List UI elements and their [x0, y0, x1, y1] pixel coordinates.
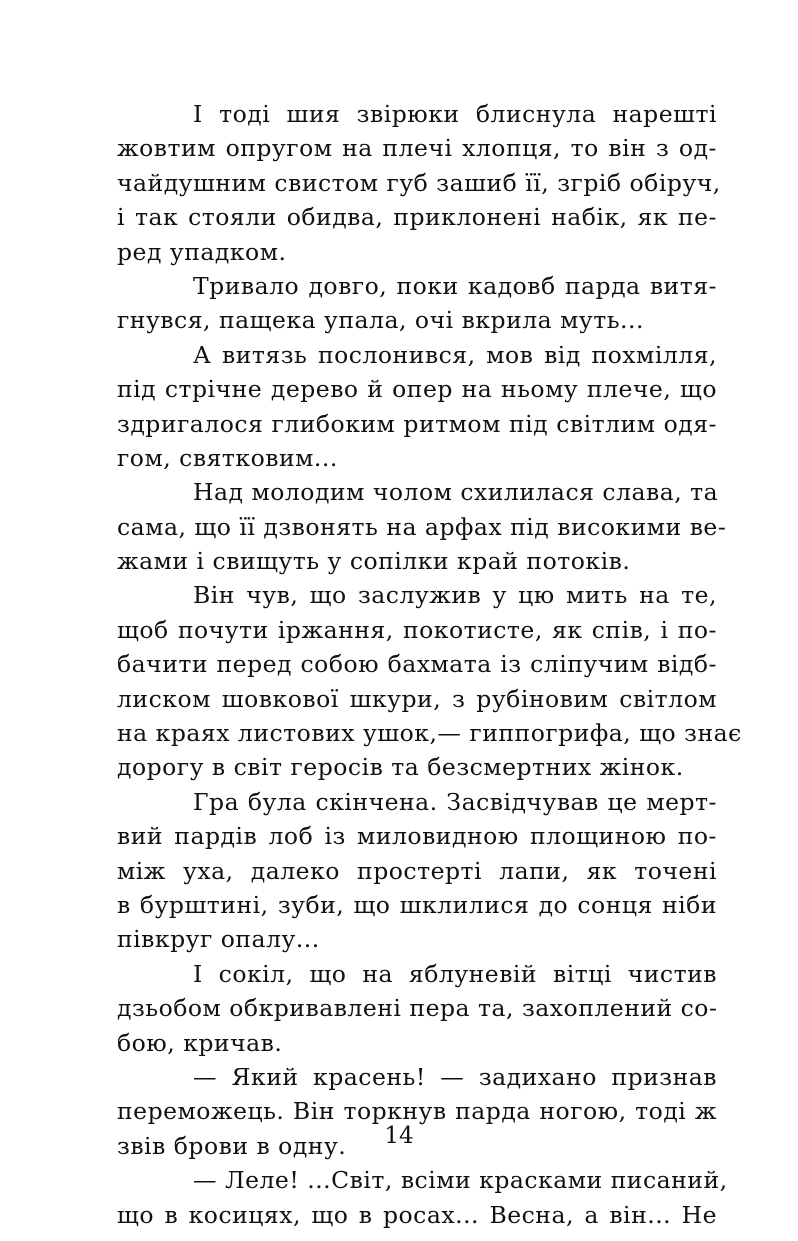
- text-line: бачити перед собою бахмата із сліпучим відб-: [117, 650, 717, 679]
- text-line: Він чув, що заслужив у цю мить на те,: [193, 581, 717, 610]
- text-line: Над молодим чолом схилилася слава, та: [193, 478, 719, 507]
- paragraph: [117, 338, 717, 476]
- text-line: щоб почути іржання, покотисте, як спів, і по-: [117, 615, 717, 644]
- text-line: А витязь послонився, мов від похмілля,: [193, 340, 717, 369]
- text-line: Гра була скінчена. Засвідчував це мерт-: [193, 787, 717, 816]
- text-line: гнувся, пащека упала, очі вкрила муть...: [117, 306, 644, 335]
- text-line: лиском шовкової шкури, з рубіновим світлом: [117, 684, 717, 713]
- text-line: сама, що її дзвонять на арфах під високими ве-: [117, 512, 727, 541]
- paragraph: [117, 785, 717, 957]
- text-line: гом, святковим...: [117, 443, 338, 472]
- text-line: що в косицях, що в росах... Весна, а він... Не: [117, 1200, 717, 1229]
- text-line: бою, кричав.: [117, 1028, 283, 1057]
- text-line: І сокіл, що на яблуневій вітці чистив: [193, 959, 717, 988]
- body-text: [117, 97, 742, 1232]
- text-line: — Який красень! — задихано признав: [193, 1062, 717, 1091]
- text-line: півкруг опалу...: [117, 925, 320, 954]
- paragraph: [117, 269, 717, 338]
- text-line: звів брови в одну.: [117, 1131, 347, 1160]
- text-line: переможець. Він торкнув парда ногою, тоді ж: [117, 1097, 717, 1126]
- text-line: жами і свищуть у сопілки край потоків.: [117, 547, 631, 576]
- paragraph: [117, 957, 717, 1060]
- text-line: дорогу в світ геросів та безсмертних жінок.: [117, 753, 684, 782]
- paragraph: [117, 1163, 728, 1232]
- text-line: дзьобом обкривавлені пера та, захоплений со-: [117, 994, 718, 1023]
- text-line: в бурштині, зуби, що шклилися до сонця ніби: [117, 890, 717, 919]
- text-line: жовтим опругом на плечі хлопця, то він з од-: [117, 134, 717, 163]
- paragraph: [117, 578, 742, 784]
- text-line: Тривало довго, поки кадовб парда витя-: [193, 271, 717, 300]
- text-line: І тоді шия звірюки блиснула нарешті: [193, 100, 717, 128]
- page-number: 14: [384, 1123, 414, 1149]
- text-line: ред упадком.: [117, 237, 287, 266]
- text-line: чайдушним свистом губ зашиб її, згріб обіруч,: [117, 168, 721, 197]
- text-line: на краях листових ушок,— гиппогрифа, що знає: [117, 719, 742, 748]
- text-line: вий пардів лоб із миловидною площиною по-: [117, 822, 717, 851]
- paragraph: [117, 97, 721, 269]
- text-line: — Леле! ...Світ, всіми красками писаний,: [193, 1166, 728, 1195]
- text-line: і так стояли обидва, приклонені набік, як пе-: [117, 203, 717, 232]
- text-line: під стрічне дерево й опер на ньому плече, що: [117, 375, 717, 404]
- text-line: здригалося глибоким ритмом під світлим одя-: [117, 409, 717, 438]
- paragraph: [117, 475, 727, 578]
- text-line: між уха, далеко простерті лапи, як точені: [117, 856, 717, 885]
